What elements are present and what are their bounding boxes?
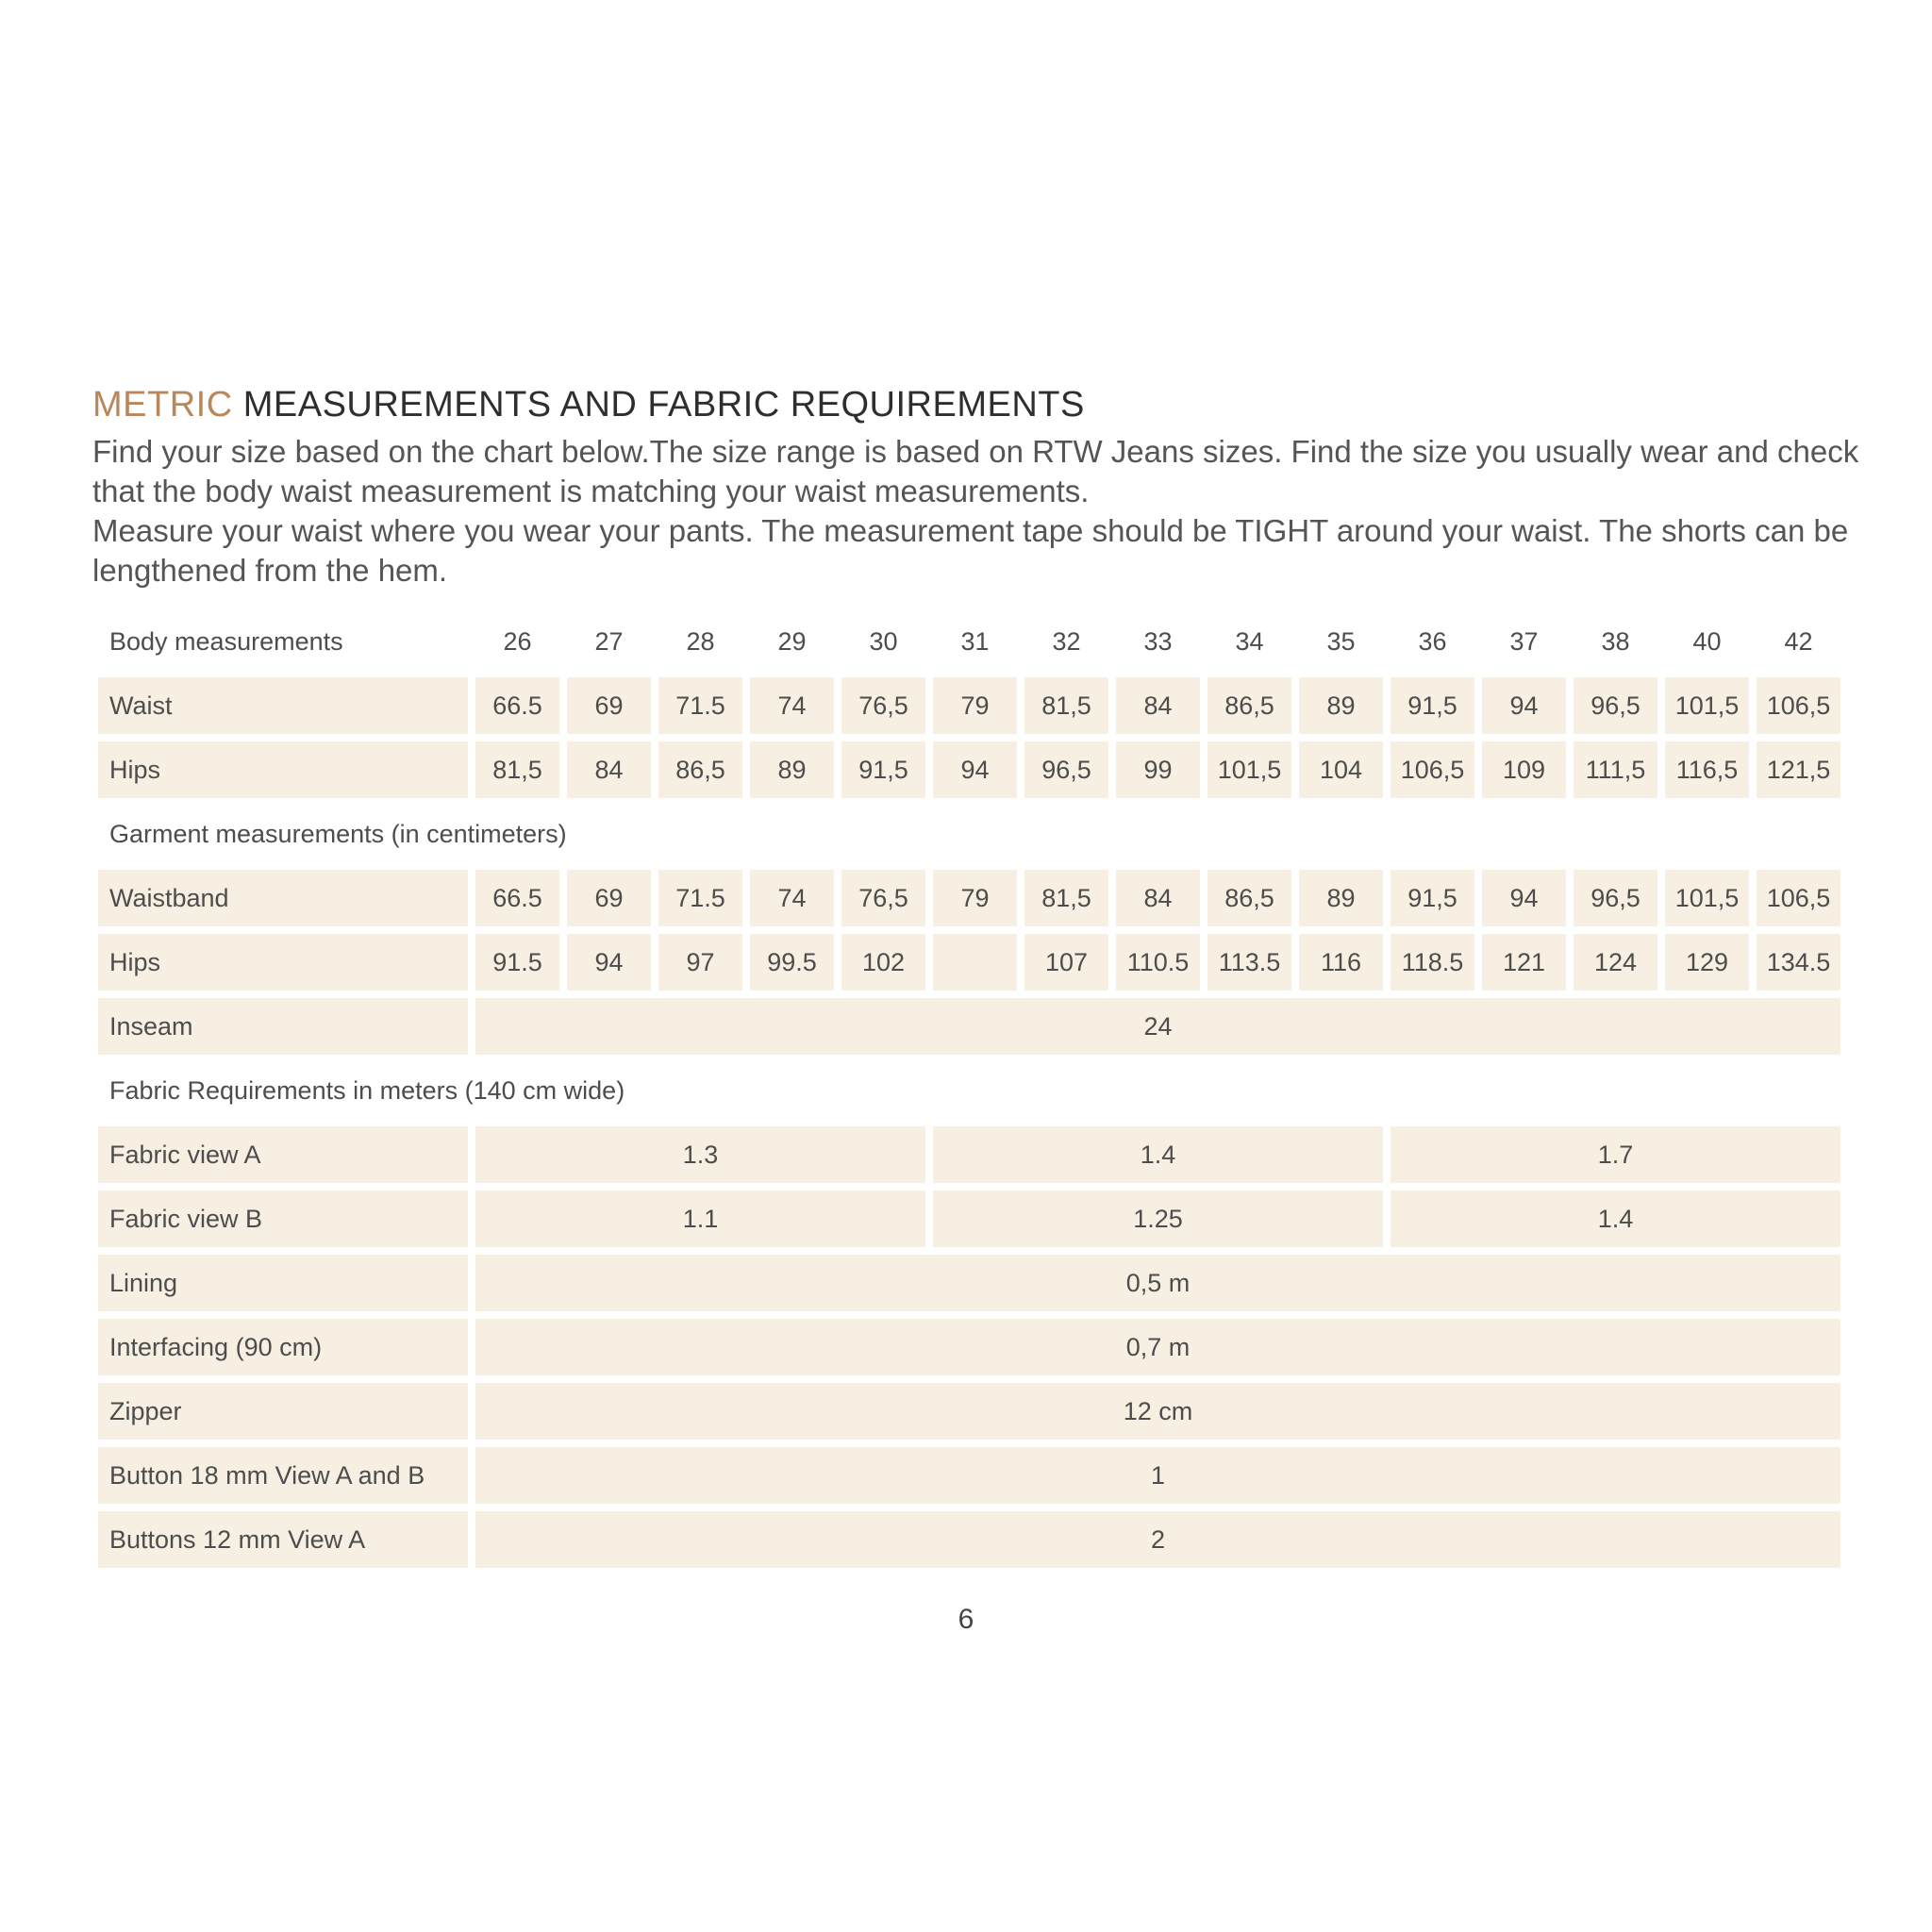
row-label: Hips (98, 741, 468, 798)
table-cell: 99 (1116, 741, 1200, 798)
table-cell: 129 (1665, 934, 1749, 991)
table-cell: 2 (475, 1511, 1840, 1568)
row-label: Fabric view A (98, 1126, 468, 1183)
table-cell: 121 (1482, 934, 1566, 991)
intro-paragraph-2: Measure your waist where you wear your pants. The measurement tape should be TIGHT around your waist. The shorts can be lengthened from the hem. (92, 513, 1849, 588)
size-header: 38 (1601, 626, 1630, 656)
table-cell: 81,5 (475, 741, 559, 798)
table-cell: 79 (933, 677, 1017, 734)
size-header: 33 (1143, 626, 1173, 656)
table-cell: 99.5 (750, 934, 834, 991)
size-header: 40 (1692, 626, 1722, 656)
row-label: Waistband (98, 870, 468, 926)
table-cell (933, 934, 1017, 991)
table-cell: 1.25 (933, 1191, 1383, 1247)
size-header: 35 (1326, 626, 1356, 656)
row-label: Lining (98, 1255, 468, 1311)
table-cell: 121,5 (1757, 741, 1840, 798)
table-row-garment-waistband (98, 870, 1840, 926)
table-cell: 107 (1024, 934, 1108, 991)
table-cell: 74 (750, 870, 834, 926)
table-row-lining (98, 1255, 1840, 1311)
table-row-body-hips (98, 741, 1840, 798)
table-cell: 0,7 m (475, 1319, 1840, 1375)
table-row-button-18mm (98, 1447, 1840, 1504)
table-cell: 71.5 (658, 677, 742, 734)
table-cell: 84 (1116, 870, 1200, 926)
table-cell: 69 (567, 677, 651, 734)
row-label: Button 18 mm View A and B (98, 1447, 468, 1504)
table-cell: 66.5 (475, 677, 559, 734)
table-cell: 113.5 (1208, 934, 1291, 991)
table-row-fabric-view-a (98, 1126, 1840, 1183)
table-cell: 1.3 (475, 1126, 925, 1183)
row-label: Buttons 12 mm View A (98, 1511, 468, 1568)
table-cell: 110.5 (1116, 934, 1200, 991)
page-number: 6 (958, 1604, 974, 1635)
table-cell: 89 (1299, 870, 1383, 926)
table-cell: 96,5 (1574, 870, 1657, 926)
table-cell: 91,5 (1391, 870, 1474, 926)
table-cell: 89 (1299, 677, 1383, 734)
table-cell: 1.1 (475, 1191, 925, 1247)
table-cell: 97 (658, 934, 742, 991)
table-cell: 1 (475, 1447, 1840, 1504)
size-header: 29 (777, 626, 807, 656)
table-cell: 24 (475, 998, 1840, 1055)
table-cell: 86,5 (658, 741, 742, 798)
table-cell: 76,5 (841, 870, 925, 926)
row-label: Inseam (98, 998, 468, 1055)
table-cell: 94 (1482, 870, 1566, 926)
table-row-buttons-12mm (98, 1511, 1840, 1568)
table-cell: 89 (750, 741, 834, 798)
table-cell: 101,5 (1665, 677, 1749, 734)
size-header: 28 (686, 626, 715, 656)
table-cell: 106,5 (1757, 870, 1840, 926)
size-header: 31 (960, 626, 990, 656)
table-cell: 86,5 (1208, 677, 1291, 734)
page-title (92, 385, 1085, 425)
fabric-requirements-header (98, 1062, 1840, 1119)
table-cell: 96,5 (1024, 741, 1108, 798)
table-cell: 106,5 (1391, 741, 1474, 798)
row-label: Interfacing (90 cm) (98, 1319, 468, 1375)
size-header: 34 (1235, 626, 1264, 656)
size-header: 30 (869, 626, 898, 656)
table-cell: 118.5 (1391, 934, 1474, 991)
size-header: 32 (1052, 626, 1081, 656)
intro-paragraph-1: Find your size based on the chart below.The size range is based on RTW Jeans sizes. Find the size you usually wear and check that the body waist measurement is matching your waist measurements. (92, 434, 1859, 508)
row-label: Waist (98, 677, 468, 734)
table-cell: 1.7 (1391, 1126, 1840, 1183)
table-cell: 116 (1299, 934, 1383, 991)
table-cell: 91,5 (1391, 677, 1474, 734)
size-header: 27 (594, 626, 624, 656)
table-cell: 86,5 (1208, 870, 1291, 926)
title-accent: METRIC (92, 385, 233, 425)
size-header: 36 (1418, 626, 1447, 656)
table-cell: 12 cm (475, 1383, 1840, 1440)
table-cell: 104 (1299, 741, 1383, 798)
table-cell: 76,5 (841, 677, 925, 734)
table-cell: 109 (1482, 741, 1566, 798)
table-cell: 101,5 (1665, 870, 1749, 926)
table-cell: 71.5 (658, 870, 742, 926)
table-cell: 79 (933, 870, 1017, 926)
row-label: Hips (98, 934, 468, 991)
row-label: Zipper (98, 1383, 468, 1440)
table-cell: 96,5 (1574, 677, 1657, 734)
section-label-fabric: Fabric Requirements in meters (140 cm wide) (109, 1075, 625, 1105)
table-cell: 1.4 (933, 1126, 1383, 1183)
table-cell: 81,5 (1024, 870, 1108, 926)
row-label: Fabric view B (98, 1191, 468, 1247)
table-cell: 74 (750, 677, 834, 734)
size-header: 37 (1509, 626, 1539, 656)
table-cell: 0,5 m (475, 1255, 1840, 1311)
table-cell: 84 (1116, 677, 1200, 734)
size-header: 26 (503, 626, 532, 656)
table-cell: 94 (1482, 677, 1566, 734)
table-cell: 91.5 (475, 934, 559, 991)
section-label-garment: Garment measurements (in centimeters) (109, 819, 567, 848)
table-row-garment-hips (98, 934, 1840, 991)
title-rest: MEASUREMENTS AND FABRIC REQUIREMENTS (242, 385, 1085, 425)
intro-text (92, 432, 1866, 591)
table-row-body-waist (98, 677, 1840, 734)
table-cell: 1.4 (1391, 1191, 1840, 1247)
table-cell: 134.5 (1757, 934, 1840, 991)
table-cell: 84 (567, 741, 651, 798)
size-chart (91, 606, 1848, 1575)
table-cell: 91,5 (841, 741, 925, 798)
table-cell: 106,5 (1757, 677, 1840, 734)
garment-measurements-header (98, 806, 1840, 862)
table-row-zipper (98, 1383, 1840, 1440)
table-cell: 124 (1574, 934, 1657, 991)
table-row-inseam (98, 998, 1840, 1055)
table-cell: 94 (933, 741, 1017, 798)
size-header: 42 (1784, 626, 1813, 656)
table-row-interfacing (98, 1319, 1840, 1375)
table-cell: 116,5 (1665, 741, 1749, 798)
table-cell: 101,5 (1208, 741, 1291, 798)
table-cell: 69 (567, 870, 651, 926)
table-cell: 111,5 (1574, 741, 1657, 798)
table-row-fabric-view-b (98, 1191, 1840, 1247)
body-measurements-header (98, 613, 1840, 670)
table-cell: 94 (567, 934, 651, 991)
section-label-body: Body measurements (109, 626, 343, 656)
table-cell: 81,5 (1024, 677, 1108, 734)
table-cell: 66.5 (475, 870, 559, 926)
table-cell: 102 (841, 934, 925, 991)
